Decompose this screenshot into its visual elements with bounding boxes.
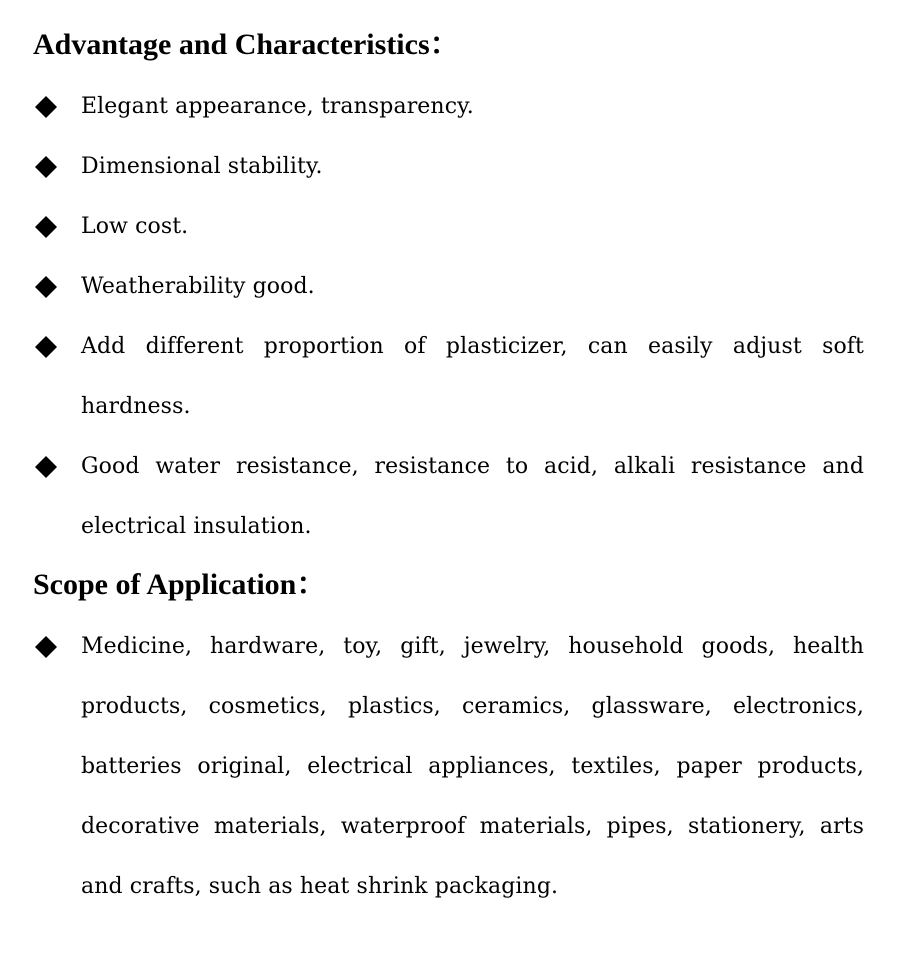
list-item-text: Add different proportion of plasticizer, can easily adjust soft hardness. bbox=[81, 334, 864, 419]
black-diamond-icon bbox=[33, 634, 59, 660]
list-item-text: Elegant appearance, transparency. bbox=[81, 94, 474, 119]
black-diamond-icon bbox=[33, 274, 59, 300]
black-diamond-icon bbox=[33, 334, 59, 360]
list-item-text: Good water resistance, resistance to acid, alkali resistance and electrical insulation. bbox=[81, 454, 864, 539]
section-title-application: Scope of Application： bbox=[33, 568, 327, 601]
list-item-text: Medicine, hardware, toy, gift, jewelry, household goods, health products, cosmetics, plastics, ceramics, glassware, electronics, batteries original, electrical appliances, textiles, paper products, decorative materials, waterproof materials, pipes, stationery, arts and crafts, such as heat shrink packaging. bbox=[81, 634, 864, 899]
list-item-text: Weatherability good. bbox=[81, 274, 315, 299]
list-item-text: Low cost. bbox=[81, 214, 189, 239]
list-item-text: Dimensional stability. bbox=[81, 154, 323, 179]
section-title-advantages: Advantage and Characteristics： bbox=[33, 28, 460, 61]
black-diamond-icon bbox=[33, 454, 59, 480]
black-diamond-icon bbox=[33, 94, 59, 120]
black-diamond-icon bbox=[33, 154, 59, 180]
black-diamond-icon bbox=[33, 214, 59, 240]
